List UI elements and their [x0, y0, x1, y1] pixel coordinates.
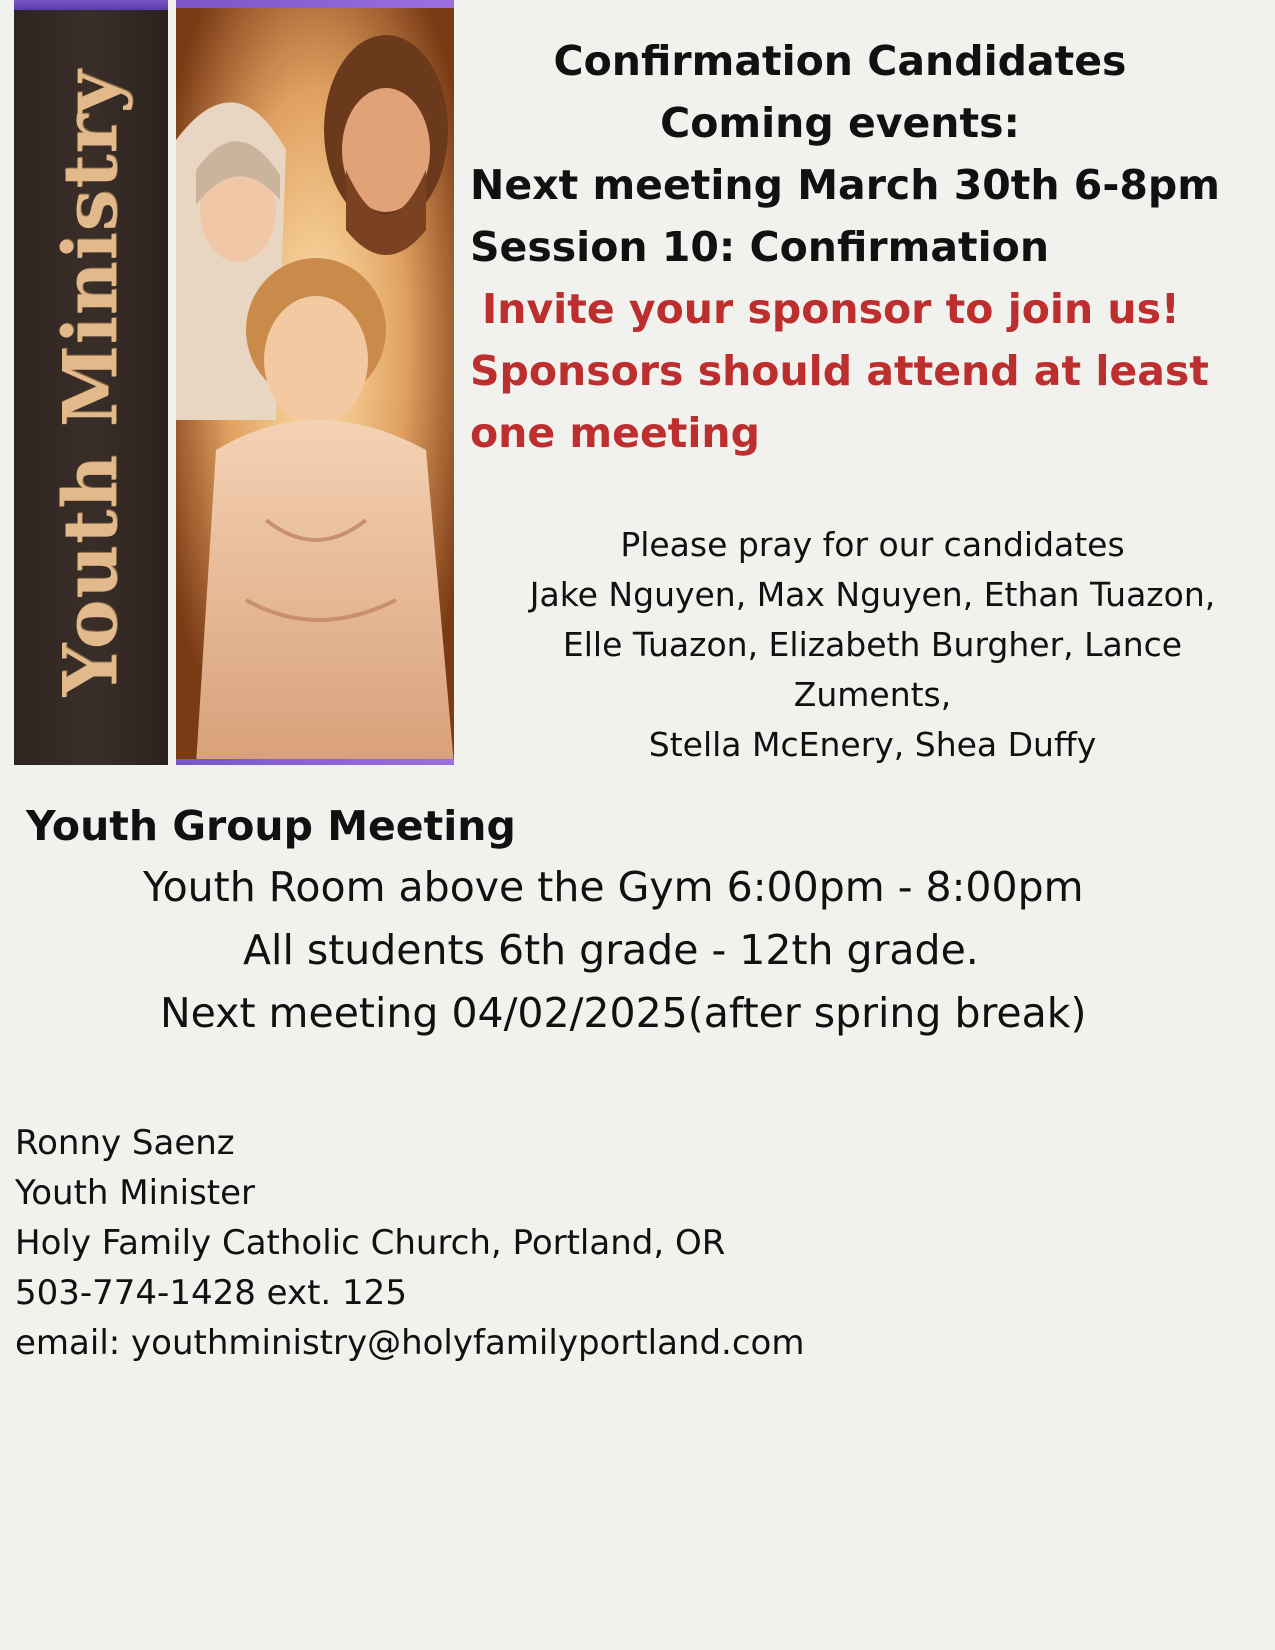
confirmation-title: Confirmation Candidates: [553, 37, 1127, 85]
sponsor-requirement-line2: one meeting: [470, 409, 760, 457]
contact-info: [15, 1118, 804, 1368]
youth-group-heading: Youth Group Meeting: [26, 802, 516, 850]
prayer-intro: Please pray for our candidates: [620, 525, 1125, 564]
candidate-names-line1: Jake Nguyen, Max Nguyen, Ethan Tuazon,: [529, 575, 1216, 614]
contact-role: Youth Minister: [15, 1173, 256, 1213]
coming-events-heading: Coming events:: [660, 99, 1020, 147]
sponsor-invite: Invite your sponsor to join us!: [482, 285, 1180, 333]
candidate-names-line3: Zuments,: [793, 675, 952, 714]
contact-name: Ronny Saenz: [15, 1123, 235, 1163]
banner-text: Youth Ministry: [48, 68, 134, 697]
youth-group-location: Youth Room above the Gym 6:00pm - 8:00pm: [143, 863, 1084, 911]
session-title: Session 10: Confirmation: [470, 223, 1050, 271]
holy-family-image: [176, 0, 454, 765]
youth-ministry-banner: [14, 0, 168, 765]
painting-bottom-stripe: [176, 759, 454, 765]
youth-group-audience: All students 6th grade - 12th grade.: [243, 926, 979, 974]
contact-phone: 503-774-1428 ext. 125: [15, 1273, 407, 1313]
painting-top-stripe: [176, 0, 454, 8]
holy-family-illustration: [176, 0, 454, 765]
prayer-list: [485, 520, 1260, 770]
contact-church: Holy Family Catholic Church, Portland, OR: [15, 1223, 726, 1263]
confirmation-section: [470, 30, 1260, 464]
banner-top-stripe: [14, 0, 168, 10]
sponsor-requirement-line1: Sponsors should attend at least: [470, 347, 1209, 395]
candidate-names-line4: Stella McEnery, Shea Duffy: [648, 725, 1097, 764]
contact-email: email: youthministry@holyfamilyportland.com: [15, 1323, 805, 1363]
next-confirmation-meeting: Next meeting March 30th 6-8pm: [470, 161, 1220, 209]
youth-group-next-meeting: Next meeting 04/02/2025(after spring break): [160, 989, 1087, 1037]
candidate-names-line2: Elle Tuazon, Elizabeth Burgher, Lance: [562, 625, 1183, 664]
